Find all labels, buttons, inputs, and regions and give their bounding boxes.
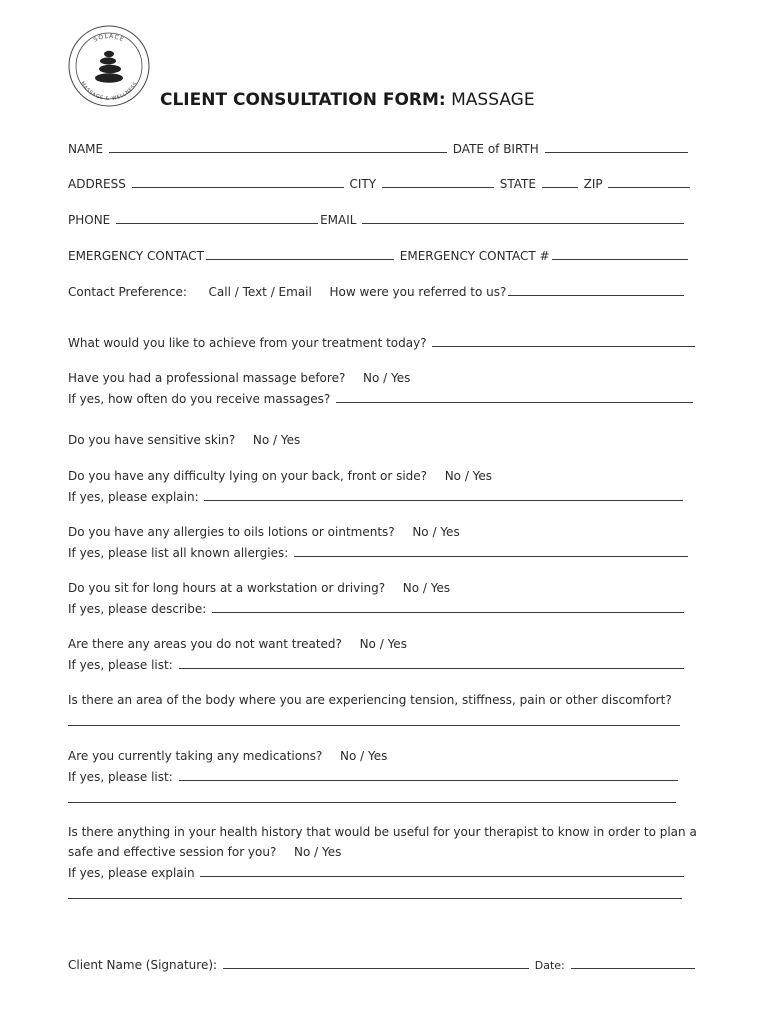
history-label-1: Is there anything in your health history that would be useful for your therapist to know in order to plan a	[68, 825, 697, 839]
state-field[interactable]	[542, 175, 578, 188]
history-followup-field[interactable]	[200, 864, 684, 877]
phone-field[interactable]	[116, 211, 318, 224]
q-sit	[68, 579, 450, 597]
emergency-contact-num-label: EMERGENCY CONTACT #	[399, 249, 550, 263]
q-medications	[68, 747, 387, 765]
sit-followup-label: If yes, please describe:	[68, 602, 207, 616]
allergies-yes-no[interactable]: No / Yes	[412, 525, 460, 539]
row-emergency	[68, 247, 690, 265]
row-contact-pref	[68, 283, 686, 301]
achieve-label: What would you like to achieve from your treatment today?	[68, 336, 427, 350]
contact-options[interactable]: Call / Text / Email	[208, 285, 312, 299]
medications-followup-label: If yes, please list:	[68, 770, 173, 784]
q-areas	[68, 635, 407, 653]
q-areas-followup	[68, 656, 686, 674]
name-label: NAME	[68, 142, 104, 156]
q-lying	[68, 467, 492, 485]
city-field[interactable]	[382, 175, 494, 188]
q-allergies-followup	[68, 544, 690, 562]
sit-label: Do you sit for long hours at a workstation or driving?	[68, 581, 386, 595]
svg-text:SOLACE	[92, 33, 125, 44]
q-achieve	[68, 334, 697, 352]
state-label: STATE	[499, 177, 536, 191]
areas-yes-no[interactable]: No / Yes	[359, 637, 407, 651]
lying-followup-field[interactable]	[204, 488, 683, 501]
date-label: Date:	[534, 959, 565, 972]
tension-label: Is there an area of the body where you are experiencing tension, stiffness, pain or other discomfort?	[68, 693, 672, 707]
address-field[interactable]	[132, 175, 344, 188]
form-title	[160, 90, 535, 110]
allergies-label: Do you have any allergies to oils lotions or ointments?	[68, 525, 395, 539]
emergency-contact-label: EMERGENCY CONTACT	[68, 249, 204, 263]
q-prof-massage-followup	[68, 390, 695, 408]
q-lying-followup	[68, 488, 685, 506]
q-tension	[68, 691, 672, 709]
email-field[interactable]	[362, 211, 684, 224]
areas-label: Are there any areas you do not want treated?	[68, 637, 342, 651]
contact-pref-label: Contact Preference:	[68, 285, 187, 299]
logo-top-text: SOLACE	[92, 32, 126, 44]
lying-yes-no[interactable]: No / Yes	[444, 469, 493, 483]
history-extra-line[interactable]	[68, 898, 682, 899]
prof-massage-followup-field[interactable]	[336, 390, 693, 403]
sit-yes-no[interactable]: No / Yes	[402, 581, 451, 595]
emergency-contact-field[interactable]	[206, 247, 394, 260]
referred-field[interactable]	[508, 283, 684, 296]
spa-logo	[67, 24, 151, 108]
sensitive-skin-label: Do you have sensitive skin?	[68, 433, 236, 447]
q-history-1	[68, 823, 697, 841]
form-title-rest: MASSAGE	[445, 90, 535, 110]
stones-icon	[95, 51, 123, 83]
signature-label: Client Name (Signature):	[68, 958, 218, 972]
referred-label: How were you referred to us?	[329, 285, 507, 299]
medications-followup-field[interactable]	[179, 768, 678, 781]
areas-followup-field[interactable]	[179, 656, 684, 669]
date-field[interactable]	[571, 956, 695, 969]
achieve-field[interactable]	[432, 334, 695, 347]
phone-label: PHONE	[68, 213, 111, 227]
q-history-followup	[68, 864, 686, 882]
q-medications-followup	[68, 768, 680, 786]
history-label-2: safe and effective session for you?	[68, 845, 277, 859]
lying-label: Do you have any difficulty lying on your back, front or side?	[68, 469, 428, 483]
dob-label: DATE of BIRTH	[452, 142, 539, 156]
name-field[interactable]	[109, 140, 447, 153]
row-name-dob	[68, 140, 690, 158]
logo-bottom-text: MASSAGE & WELLNESS	[78, 80, 140, 103]
medications-extra-line[interactable]	[68, 802, 676, 803]
row-phone-email	[68, 211, 686, 229]
allergies-followup-label: If yes, please list all known allergies:	[68, 546, 289, 560]
sensitive-skin-yes-no[interactable]: No / Yes	[252, 433, 301, 447]
city-label: CITY	[349, 177, 377, 191]
areas-followup-label: If yes, please list:	[68, 658, 173, 672]
history-yes-no[interactable]: No / Yes	[294, 845, 342, 859]
q-prof-massage	[68, 369, 410, 387]
emergency-contact-num-field[interactable]	[552, 247, 688, 260]
svg-text:MASSAGE & WELLNESS	[79, 81, 139, 102]
prof-massage-followup-label: If yes, how often do you receive massages?	[68, 392, 331, 406]
medications-label: Are you currently taking any medications?	[68, 749, 323, 763]
sit-followup-field[interactable]	[212, 600, 684, 613]
lying-followup-label: If yes, please explain:	[68, 490, 199, 504]
medications-yes-no[interactable]: No / Yes	[339, 749, 388, 763]
tension-field[interactable]	[68, 725, 680, 726]
allergies-followup-field[interactable]	[294, 544, 688, 557]
signature-field[interactable]	[223, 956, 529, 969]
q-history-2	[68, 843, 341, 861]
dob-field[interactable]	[545, 140, 688, 153]
prof-massage-yes-no[interactable]: No / Yes	[362, 371, 411, 385]
history-followup-label: If yes, please explain	[68, 866, 195, 880]
zip-field[interactable]	[608, 175, 690, 188]
row-signature	[68, 956, 697, 974]
form-title-bold: CLIENT CONSULTATION FORM:	[160, 90, 446, 110]
zip-label: ZIP	[583, 177, 603, 191]
q-sensitive-skin	[68, 431, 300, 449]
row-address	[68, 175, 692, 193]
q-sit-followup	[68, 600, 686, 618]
email-label: EMAIL	[320, 213, 357, 227]
q-allergies	[68, 523, 460, 541]
prof-massage-label: Have you had a professional massage before?	[68, 371, 346, 385]
address-label: ADDRESS	[68, 177, 126, 191]
